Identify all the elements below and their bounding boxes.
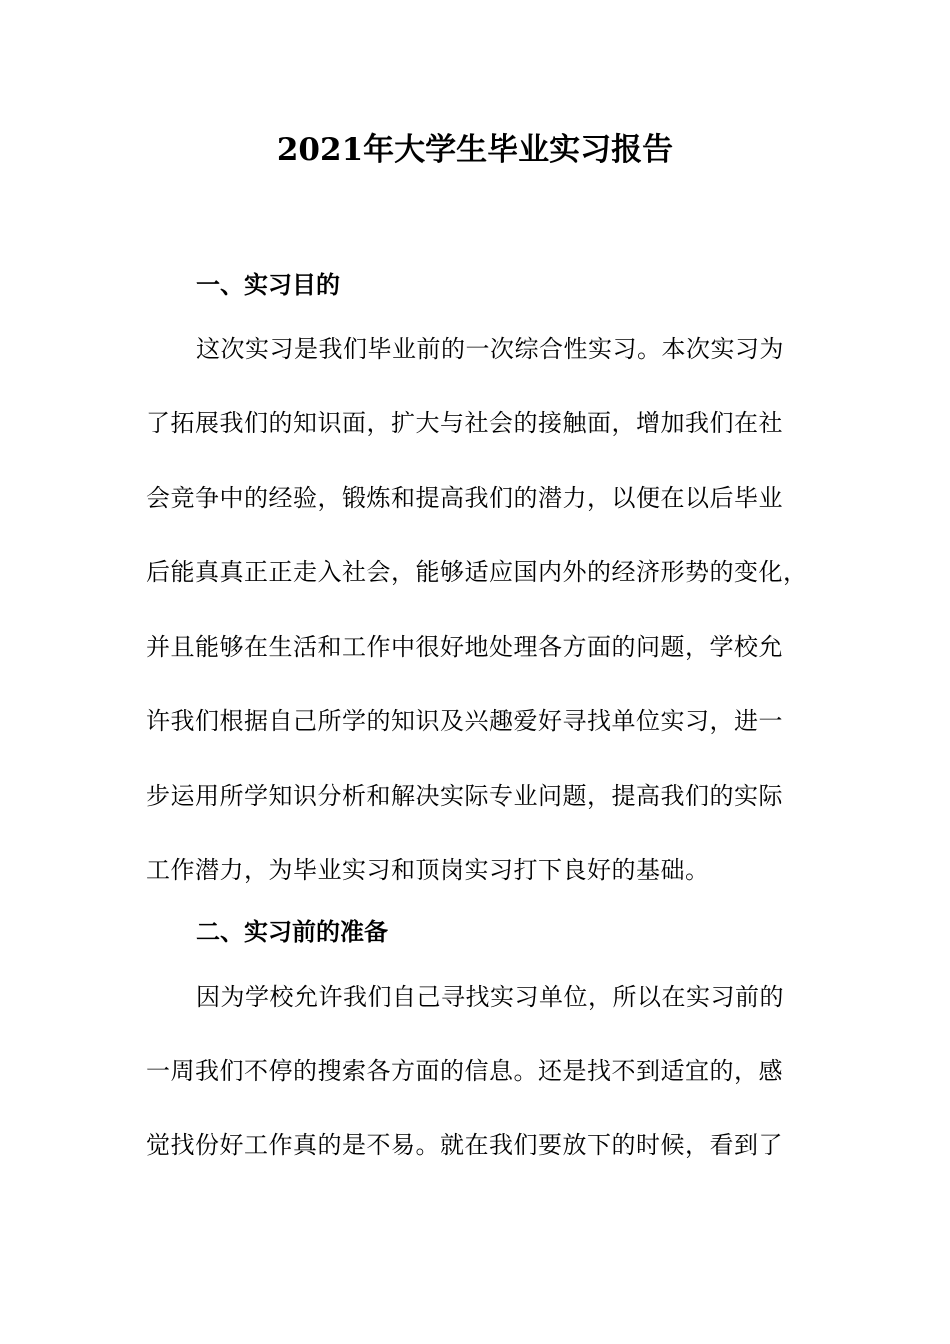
paragraph-line: 因为学校允许我们自己寻找实习单位，所以在实习前的 xyxy=(196,983,784,1011)
section-heading-preparation: 二、实习前的准备 xyxy=(196,918,388,946)
paragraph-line: 后能真真正正走入社会，能够适应国内外的经济形势的变化， xyxy=(146,558,808,586)
paragraph-line: 步运用所学知识分析和解决实际专业问题，提高我们的实际 xyxy=(146,782,783,810)
paragraph-line: 工作潜力，为毕业实习和顶岗实习打下良好的基础。 xyxy=(146,856,710,884)
paragraph-line: 这次实习是我们毕业前的一次综合性实习。本次实习为 xyxy=(196,335,784,363)
document-title: 2021年大学生毕业实习报告 xyxy=(276,132,674,168)
paragraph-line: 许我们根据自己所学的知识及兴趣爱好寻找单位实习，进一 xyxy=(146,707,783,735)
paragraph-line: 会竞争中的经验，锻炼和提高我们的潜力，以便在以后毕业 xyxy=(146,484,783,512)
paragraph-line: 一周我们不停的搜索各方面的信息。还是找不到适宜的，感 xyxy=(146,1057,783,1085)
paragraph-line: 觉找份好工作真的是不易。就在我们要放下的时候，看到了 xyxy=(146,1131,783,1159)
section-heading-purpose: 一、实习目的 xyxy=(196,271,340,299)
paragraph-line: 了拓展我们的知识面，扩大与社会的接触面，增加我们在社 xyxy=(146,409,783,437)
paragraph-line: 并且能够在生活和工作中很好地处理各方面的问题，学校允 xyxy=(146,633,783,661)
